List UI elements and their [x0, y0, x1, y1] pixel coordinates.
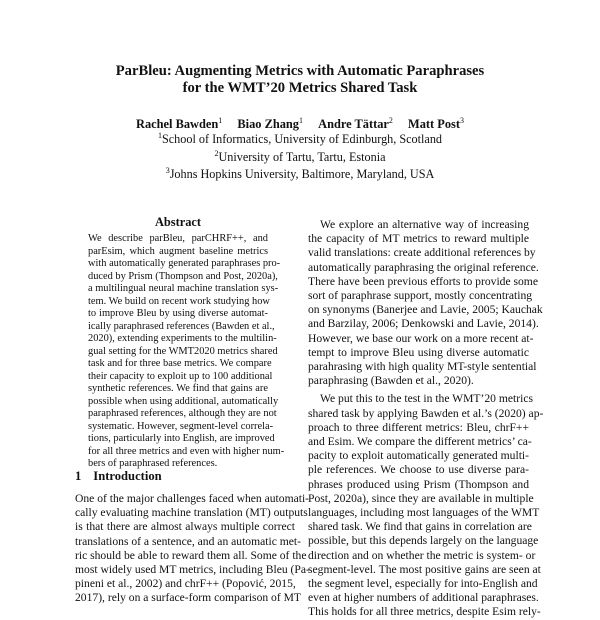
text-line: We explore an alternative way of increasing — [320, 218, 529, 231]
text-line: segment-level. The most positive gains are seen at — [308, 562, 541, 576]
text-line: valid translations: create additional references by — [308, 246, 536, 260]
text-line: the capacity of MT metrics to reward multiple — [308, 232, 529, 246]
text-line: Post, 2020a), since they are available in multiple — [308, 491, 534, 505]
text-line: bers of paraphrased references. — [88, 458, 218, 469]
text-line: parEsim, which augment baseline metrics — [88, 245, 268, 257]
text-line: sort of paraphrase support, mostly concentrating — [308, 289, 533, 303]
text-line: We describe parBleu, parCHRF++, and — [88, 233, 268, 244]
text-line: tempt to improve Bleu using diverse automatic — [308, 345, 529, 359]
text-line: synthetic references. We find that gains are — [88, 383, 268, 394]
text-line: ric should be able to reward them all. Some of the — [75, 548, 307, 562]
text-line: task and for three base metrics. We compare — [88, 358, 272, 369]
text-line: duced by Prism (Thompson and Post, 2020a), — [88, 270, 278, 282]
title-line-2: for the WMT’20 Metrics Shared Task — [182, 80, 418, 96]
text-line: phrases produced using Prism (Thompson and — [308, 477, 529, 491]
text-line: We put this to the test in the WMT’20 metrics — [320, 392, 533, 406]
text-line: pineni et al., 2002) and chrF++ (Popović, 2015, — [75, 577, 296, 591]
text-line: shared task by applying Bawden et al.’s (2020) ap- — [308, 406, 544, 420]
author: Rachel Bawden$^1$ — [136, 116, 223, 132]
text-line: systematic. However, segment-level correla- — [88, 420, 274, 432]
introduction-body — [75, 492, 310, 606]
author: Biao Zhang$^1$ — [237, 116, 304, 132]
text-line: tem. We build on recent work studying how — [88, 295, 270, 307]
text-line: the segment level, especially for into-English and — [308, 577, 538, 591]
paragraph — [308, 218, 543, 388]
paper-title — [60, 63, 540, 97]
text-line: languages, including most languages of the WMT — [308, 506, 540, 520]
right-column — [308, 218, 544, 620]
section-heading: 1 Introduction — [75, 469, 162, 483]
text-line: 2020), extending experiments to the multilin- — [88, 333, 277, 344]
text-line: gual setting for the WMT2020 metrics shared — [88, 345, 278, 357]
text-line: most widely used MT metrics, including Bleu (Pa- — [75, 563, 310, 577]
text-line: translations of a sentence, and an automatic met- — [75, 534, 301, 548]
title-line-1: ParBleu: Augmenting Metrics with Automatic Paraphrases — [115, 63, 485, 79]
text-line: a multilingual neural machine translation sys- — [88, 283, 279, 294]
text-line: However, we base our work on a more recent at- — [308, 331, 534, 345]
text-line: tions, particularly into English, are improved — [88, 433, 275, 444]
text-line: possible when using additional, automatically — [88, 395, 279, 407]
text-line: with automatically generated paraphrases pro- — [88, 258, 281, 269]
text-line: This holds for all three metrics, despite Esim rely- — [308, 605, 541, 619]
paragraph — [308, 392, 544, 619]
text-line: paraphrasing (Bawden et al., 2020). — [308, 374, 474, 388]
text-line: for all three metrics and even with higher num- — [88, 445, 285, 457]
text-line: 2017), rely on a surface-form comparison of MT — [75, 591, 302, 605]
abstract-body — [88, 233, 285, 471]
affiliation-list — [60, 129, 540, 182]
abstract-heading: Abstract — [154, 215, 202, 229]
text-line: even at higher numbers of additional paraphrases. — [308, 591, 539, 605]
text-line: ple references. We choose to use diverse para- — [308, 463, 529, 477]
author: Matt Post$^3$ — [408, 116, 464, 132]
text-line: ically paraphrased references (Bawden et al., — [88, 320, 275, 332]
text-line: cally evaluating machine translation (MT) outputs — [75, 506, 308, 520]
text-line: parahrasing with high quality MT-style sentential — [308, 360, 537, 374]
text-line: shared task. We find that gains in correlation are — [308, 520, 532, 534]
affiliation: $^2$University of Tartu, Tartu, Estonia — [214, 148, 386, 164]
text-line: is that there are almost always multiple correct — [75, 520, 295, 534]
text-line: pacity to exploit automatically generated multi- — [308, 449, 529, 463]
text-line: on synonyms (Banerjee and Lavie, 2005; Kauchak — [308, 303, 543, 317]
author: Andre Tättar$^2$ — [318, 116, 393, 132]
text-line: There have been previous efforts to provide some — [308, 274, 538, 288]
affiliation: $^1$School of Informatics, University of Edinburgh, Scotland — [157, 131, 443, 147]
text-line: One of the major challenges faced when automati- — [75, 492, 310, 505]
affiliation: $^3$Johns Hopkins University, Baltimore, Maryland, USA — [165, 166, 435, 182]
text-line: paraphrased references, although they are not — [88, 408, 277, 419]
text-line: automatically paraphrasing the original reference. — [308, 260, 539, 274]
text-line: direction and on whether the metric is system- or — [308, 548, 536, 562]
text-line: and Barzilay, 2006; Denkowski and Lavie, 2014). — [308, 317, 539, 331]
text-line: proach to three different metrics: Bleu, chrF++ — [308, 420, 529, 434]
text-line: and Esim. We compare the different metrics’ ca- — [308, 435, 532, 449]
text-line: possible, but this depends largely on the language — [308, 534, 539, 548]
text-line: their capacity to exploit up to 100 additional — [88, 370, 273, 382]
text-line: to improve Bleu by using diverse automat- — [88, 308, 268, 319]
